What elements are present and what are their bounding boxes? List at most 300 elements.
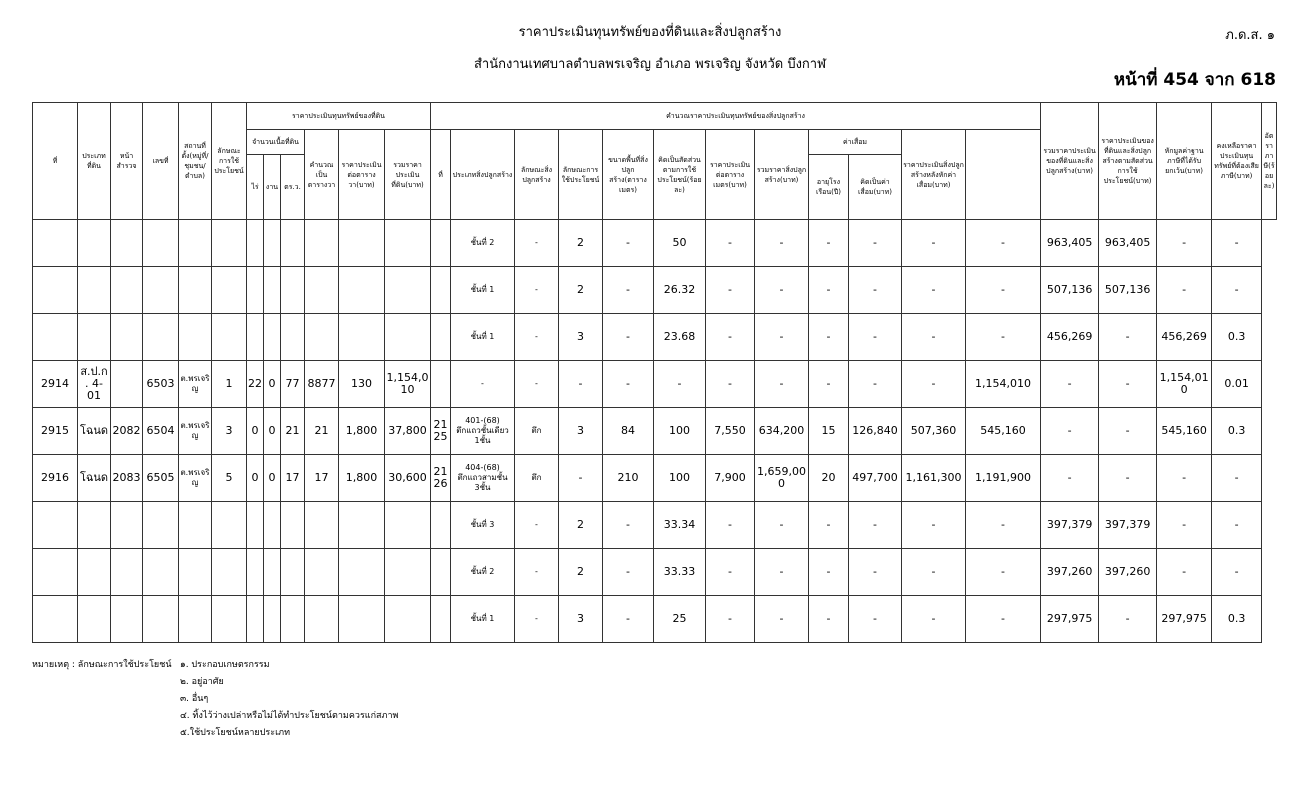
cell-bpsqm: - (706, 502, 755, 549)
cell-bno (431, 314, 451, 361)
cell-dage: - (809, 361, 849, 408)
cell-wa (281, 549, 305, 596)
cell-bratio: 33.34 (654, 502, 706, 549)
cell-damt: 497,700 (849, 455, 902, 502)
cell-rai (247, 596, 264, 643)
cell-total-land: 1,154,010 (385, 361, 431, 408)
cell-rate: - (1212, 549, 1262, 596)
cell-rate: 0.3 (1212, 314, 1262, 361)
cell-dage: - (809, 596, 849, 643)
cell-wa: 21 (281, 408, 305, 455)
cell-bno: 2126 (431, 455, 451, 502)
cell-sqwa: 8877 (305, 361, 339, 408)
cell-loc: ต.พรเจริญ (179, 408, 212, 455)
col-total-land: รวมราคาประเมินที่ดิน(บาท) (385, 130, 431, 220)
cell-btotal: - (755, 267, 809, 314)
cell-btype: ชั้นที่ 1 (451, 314, 515, 361)
col-b-ratio: คิดเป็นสัดส่วนตามการใช้ประโยชน์(ร้อยละ) (654, 130, 706, 220)
cell-sum: - (966, 220, 1041, 267)
table-row (33, 596, 1277, 643)
cell-use: 1 (212, 361, 247, 408)
cell-loc (179, 267, 212, 314)
cell-land-type (78, 314, 111, 361)
cell-page (111, 220, 143, 267)
cell-bratio: - (654, 361, 706, 408)
cell-num (143, 220, 179, 267)
cell-barea: - (603, 596, 654, 643)
cell-damt: - (849, 361, 902, 408)
cell-barea: - (603, 314, 654, 361)
cell-ratio: 456,269 (1041, 314, 1099, 361)
cell-exempt: 397,260 (1099, 549, 1157, 596)
document-title: ราคาประเมินทุนทรัพย์ของที่ดินและสิ่งปลูกสร้าง (518, 25, 782, 40)
cell-taxable: - (1157, 267, 1212, 314)
cell-ppw (339, 314, 385, 361)
cell-ngan: 0 (264, 408, 281, 455)
cell-bafter: - (902, 361, 966, 408)
cell-land-type (78, 220, 111, 267)
cell-total-land (385, 267, 431, 314)
cell-exempt: - (1099, 596, 1157, 643)
note-item: ๔. ทิ้งไว้ว่างเปล่าหรือไม่ได้ทำประโยชน์ตามควรแก่สภาพ (180, 711, 399, 721)
cell-no (33, 549, 78, 596)
cell-rate: 0.3 (1212, 408, 1262, 455)
cell-rate: - (1212, 502, 1262, 549)
cell-bkind: ตึก (515, 455, 559, 502)
col-b-no: ที่ (431, 130, 451, 220)
cell-barea: - (603, 267, 654, 314)
cell-land-type: ส.ป.ก. 4-01 (78, 361, 111, 408)
cell-rai (247, 220, 264, 267)
cell-use (212, 220, 247, 267)
cell-bratio: 50 (654, 220, 706, 267)
cell-rate: 0.3 (1212, 596, 1262, 643)
cell-page (111, 549, 143, 596)
cell-no (33, 596, 78, 643)
cell-exempt: - (1099, 408, 1157, 455)
cell-bno (431, 502, 451, 549)
table-row (33, 220, 1277, 267)
cell-taxable: 456,269 (1157, 314, 1212, 361)
cell-exempt: 507,136 (1099, 267, 1157, 314)
cell-buse: 3 (559, 408, 603, 455)
document-subtitle: สำนักงานเทศบาลตำบลพรเจริญ อำเภอ พรเจริญ จังหวัด บึงกาฬ (473, 57, 826, 72)
cell-wa (281, 267, 305, 314)
cell-bratio: 23.68 (654, 314, 706, 361)
cell-loc: ต.พรเจริญ (179, 455, 212, 502)
cell-no (33, 502, 78, 549)
cell-rate: - (1212, 455, 1262, 502)
page-number: หน้าที่ 454 จาก 618 (1113, 70, 1276, 90)
cell-page (111, 314, 143, 361)
cell-taxable: 1,154,010 (1157, 361, 1212, 408)
cell-dage: - (809, 220, 849, 267)
cell-bafter: 507,360 (902, 408, 966, 455)
col-usage: ลักษณะการใช้ประโยชน์ (212, 103, 247, 220)
cell-num: 6503 (143, 361, 179, 408)
group-building: คำนวณราคาประเมินทุนทรัพย์ของสิ่งปลูกสร้าง (431, 103, 1041, 130)
col-wa: ตร.ว. (281, 155, 305, 220)
cell-loc (179, 502, 212, 549)
cell-loc (179, 596, 212, 643)
cell-no (33, 267, 78, 314)
cell-sqwa (305, 220, 339, 267)
cell-dage: - (809, 502, 849, 549)
cell-btotal: 1,659,000 (755, 455, 809, 502)
cell-rai: 0 (247, 455, 264, 502)
cell-wa: 77 (281, 361, 305, 408)
cell-taxable: 545,160 (1157, 408, 1212, 455)
cell-btype: ชั้นที่ 2 (451, 220, 515, 267)
cell-rate: - (1212, 220, 1262, 267)
cell-sqwa: 21 (305, 408, 339, 455)
cell-bafter: - (902, 596, 966, 643)
col-survey-page: หน้าสำรวจ (111, 103, 143, 220)
col-dep-amount: คิดเป็นค่าเสื่อม(บาท) (849, 155, 902, 220)
cell-rate: 0.01 (1212, 361, 1262, 408)
cell-page (111, 596, 143, 643)
cell-rai: 22 (247, 361, 264, 408)
cell-sqwa (305, 267, 339, 314)
cell-use (212, 596, 247, 643)
cell-dage: - (809, 267, 849, 314)
cell-buse: - (559, 361, 603, 408)
group-land: ราคาประเมินทุนทรัพย์ของที่ดิน (247, 103, 431, 130)
cell-ngan (264, 596, 281, 643)
cell-bno (431, 549, 451, 596)
cell-btype: 404-(68) ตึกแถวสามชั้น 3ชั้น (451, 455, 515, 502)
cell-damt: - (849, 314, 902, 361)
cell-buse: 2 (559, 220, 603, 267)
cell-bafter: - (902, 502, 966, 549)
cell-damt: - (849, 549, 902, 596)
col-b-type: ประเภทสิ่งปลูกสร้าง (451, 130, 515, 220)
cell-bno (431, 220, 451, 267)
cell-no (33, 314, 78, 361)
cell-loc (179, 220, 212, 267)
cell-exempt: - (1099, 455, 1157, 502)
note-item: ๕.ใช้ประโยชน์หลายประเภท (180, 728, 291, 738)
cell-btotal: - (755, 220, 809, 267)
cell-ppw (339, 220, 385, 267)
cell-barea: - (603, 549, 654, 596)
cell-bafter: - (902, 220, 966, 267)
cell-buse: 3 (559, 596, 603, 643)
cell-bratio: 26.32 (654, 267, 706, 314)
cell-bkind: - (515, 596, 559, 643)
footnote (32, 657, 398, 742)
cell-bratio: 100 (654, 408, 706, 455)
cell-land-type: โฉนด (78, 408, 111, 455)
cell-page: 2083 (111, 455, 143, 502)
cell-btotal: - (755, 314, 809, 361)
cell-total-land (385, 596, 431, 643)
cell-bkind: - (515, 220, 559, 267)
cell-bafter: 1,161,300 (902, 455, 966, 502)
cell-sum: - (966, 267, 1041, 314)
cell-ratio: - (1041, 361, 1099, 408)
table-row (33, 267, 1277, 314)
cell-land-type (78, 596, 111, 643)
cell-exempt: - (1099, 361, 1157, 408)
cell-sqwa (305, 549, 339, 596)
cell-damt: - (849, 267, 902, 314)
table-row (33, 361, 1277, 408)
cell-sum: - (966, 502, 1041, 549)
cell-rai: 0 (247, 408, 264, 455)
cell-rai (247, 549, 264, 596)
cell-ratio: 397,260 (1041, 549, 1099, 596)
cell-total-land: 37,800 (385, 408, 431, 455)
cell-ngan (264, 314, 281, 361)
cell-use (212, 267, 247, 314)
cell-sqwa: 17 (305, 455, 339, 502)
cell-ngan (264, 220, 281, 267)
cell-num (143, 596, 179, 643)
col-ngan: งาน (264, 155, 281, 220)
col-b-area: ขนาดพื้นที่สิ่งปลูกสร้าง(ตารางเมตร) (603, 130, 654, 220)
cell-bkind: - (515, 267, 559, 314)
cell-dage: 15 (809, 408, 849, 455)
cell-bno (431, 267, 451, 314)
cell-ppw: 1,800 (339, 455, 385, 502)
cell-bpsqm: - (706, 596, 755, 643)
cell-land-type (78, 502, 111, 549)
group-depreciation: ค่าเสื่อม (809, 130, 902, 155)
cell-wa (281, 220, 305, 267)
cell-sqwa (305, 596, 339, 643)
form-code: ภ.ด.ส. ๑ (1225, 28, 1275, 43)
cell-bpsqm: 7,900 (706, 455, 755, 502)
cell-ngan (264, 549, 281, 596)
cell-wa (281, 596, 305, 643)
cell-taxable: - (1157, 455, 1212, 502)
cell-bpsqm: - (706, 361, 755, 408)
cell-damt: - (849, 220, 902, 267)
cell-rai (247, 267, 264, 314)
col-by-ratio: ราคาประเมินของที่ดินและสิ่งปลูกสร้างตามสัดส่วนการใช้ประโยชน์(บาท) (1099, 103, 1157, 220)
cell-dage: - (809, 549, 849, 596)
col-no: ที่ (33, 103, 78, 220)
cell-bno: 2125 (431, 408, 451, 455)
cell-bno (431, 361, 451, 408)
cell-no: 2914 (33, 361, 78, 408)
cell-sum: 545,160 (966, 408, 1041, 455)
col-b-after-dep: ราคาประเมินสิ่งปลูกสร้างหลังหักค่าเสื่อม(บาท) (902, 130, 966, 220)
cell-bkind: - (515, 314, 559, 361)
cell-total-land (385, 502, 431, 549)
cell-bafter: - (902, 267, 966, 314)
cell-damt: - (849, 502, 902, 549)
cell-ratio: 297,975 (1041, 596, 1099, 643)
cell-use: 3 (212, 408, 247, 455)
cell-bkind: - (515, 549, 559, 596)
cell-taxable: - (1157, 549, 1212, 596)
cell-sum: 1,191,900 (966, 455, 1041, 502)
col-calc-sqwa: คำนวณเป็นตารางวา (305, 130, 339, 220)
cell-page: 2082 (111, 408, 143, 455)
cell-total-land (385, 549, 431, 596)
cell-num: 6505 (143, 455, 179, 502)
cell-buse: 2 (559, 549, 603, 596)
cell-ngan: 0 (264, 361, 281, 408)
note-item: ๓. อื่นๆ (180, 694, 209, 704)
cell-bpsqm: - (706, 314, 755, 361)
cell-taxable: - (1157, 220, 1212, 267)
cell-barea: 210 (603, 455, 654, 502)
cell-ngan (264, 267, 281, 314)
cell-btotal: - (755, 502, 809, 549)
cell-ppw (339, 267, 385, 314)
cell-btype: ชั้นที่ 2 (451, 549, 515, 596)
cell-bratio: 33.33 (654, 549, 706, 596)
cell-no: 2915 (33, 408, 78, 455)
cell-taxable: 297,975 (1157, 596, 1212, 643)
cell-buse: - (559, 455, 603, 502)
cell-buse: 2 (559, 502, 603, 549)
cell-ppw: 130 (339, 361, 385, 408)
cell-bpsqm: - (706, 220, 755, 267)
col-number: เลขที่ (143, 103, 179, 220)
cell-damt: - (849, 596, 902, 643)
note-item: ๑. ประกอบเกษตรกรรม (180, 660, 270, 670)
cell-loc (179, 314, 212, 361)
col-rate: อัตราภาษี(ร้อยละ) (1262, 103, 1277, 220)
table-row (33, 455, 1277, 502)
cell-use (212, 502, 247, 549)
cell-ppw (339, 502, 385, 549)
table-row (33, 314, 1277, 361)
cell-num (143, 267, 179, 314)
cell-no (33, 220, 78, 267)
cell-wa (281, 502, 305, 549)
table-row (33, 549, 1277, 596)
cell-bratio: 25 (654, 596, 706, 643)
col-price-per-sqwa: ราคาประเมินต่อตารางวา(บาท) (339, 130, 385, 220)
cell-btype: ชั้นที่ 1 (451, 596, 515, 643)
col-taxable: คงเหลือราคาประเมินทุนทรัพย์ที่ต้องเสียภาษี(บาท) (1212, 103, 1262, 220)
cell-land-type: โฉนด (78, 455, 111, 502)
notes-label: หมายเหตุ : ลักษณะการใช้ประโยชน์ (32, 660, 172, 670)
cell-btotal: - (755, 596, 809, 643)
cell-wa: 17 (281, 455, 305, 502)
cell-bpsqm: - (706, 267, 755, 314)
cell-page (111, 267, 143, 314)
cell-ratio: 397,379 (1041, 502, 1099, 549)
cell-btype: - (451, 361, 515, 408)
cell-barea: - (603, 361, 654, 408)
cell-sum: - (966, 314, 1041, 361)
cell-btotal: - (755, 549, 809, 596)
col-rai: ไร่ (247, 155, 264, 220)
cell-page (111, 361, 143, 408)
cell-sqwa (305, 502, 339, 549)
cell-loc: ต.พรเจริญ (179, 361, 212, 408)
cell-total-land (385, 314, 431, 361)
cell-bratio: 100 (654, 455, 706, 502)
col-exempt: หักมูลค่าฐานภาษีที่ได้รับยกเว้น(บาท) (1157, 103, 1212, 220)
cell-bpsqm: - (706, 549, 755, 596)
table-row (33, 408, 1277, 455)
cell-exempt: - (1099, 314, 1157, 361)
col-land-type: ประเภทที่ดิน (78, 103, 111, 220)
cell-bafter: - (902, 314, 966, 361)
cell-rate: - (1212, 267, 1262, 314)
cell-btype: 401-(68) ตึกแถวชั้นเดียว 1ชั้น (451, 408, 515, 455)
cell-damt: 126,840 (849, 408, 902, 455)
col-dep-age: อายุโรงเรือน(ปี) (809, 155, 849, 220)
cell-barea: - (603, 220, 654, 267)
cell-buse: 3 (559, 314, 603, 361)
cell-btype: ชั้นที่ 3 (451, 502, 515, 549)
cell-ratio: - (1041, 408, 1099, 455)
cell-ngan (264, 502, 281, 549)
cell-sum: - (966, 596, 1041, 643)
cell-rai (247, 502, 264, 549)
cell-sum: 1,154,010 (966, 361, 1041, 408)
cell-land-type (78, 267, 111, 314)
cell-sqwa (305, 314, 339, 361)
cell-btotal: - (755, 361, 809, 408)
cell-num (143, 549, 179, 596)
cell-bkind: ตึก (515, 408, 559, 455)
cell-dage: 20 (809, 455, 849, 502)
cell-bafter: - (902, 549, 966, 596)
col-b-usage: ลักษณะการใช้ประโยชน์ (559, 130, 603, 220)
cell-bpsqm: 7,550 (706, 408, 755, 455)
cell-sum: - (966, 549, 1041, 596)
cell-num (143, 314, 179, 361)
cell-total-land (385, 220, 431, 267)
cell-exempt: 963,405 (1099, 220, 1157, 267)
cell-ratio: 963,405 (1041, 220, 1099, 267)
col-b-total: รวมราคาสิ่งปลูกสร้าง(บาท) (755, 130, 809, 220)
cell-num (143, 502, 179, 549)
cell-buse: 2 (559, 267, 603, 314)
cell-btotal: 634,200 (755, 408, 809, 455)
cell-exempt: 397,379 (1099, 502, 1157, 549)
cell-num: 6504 (143, 408, 179, 455)
cell-no: 2916 (33, 455, 78, 502)
assessment-table (32, 102, 1277, 643)
cell-taxable: - (1157, 502, 1212, 549)
col-sum-all: รวมราคาประเมินของที่ดินและสิ่งปลูกสร้าง(บาท) (1041, 103, 1099, 220)
col-b-price-sqm: ราคาประเมินต่อตารางเมตร(บาท) (706, 130, 755, 220)
cell-wa (281, 314, 305, 361)
cell-ppw (339, 549, 385, 596)
cell-total-land: 30,600 (385, 455, 431, 502)
cell-use (212, 549, 247, 596)
cell-ngan: 0 (264, 455, 281, 502)
cell-barea: - (603, 502, 654, 549)
cell-dage: - (809, 314, 849, 361)
cell-use (212, 314, 247, 361)
cell-bno (431, 596, 451, 643)
cell-btype: ชั้นที่ 1 (451, 267, 515, 314)
table-row (33, 502, 1277, 549)
cell-bkind: - (515, 502, 559, 549)
cell-ratio: - (1041, 455, 1099, 502)
col-b-kind: ลักษณะสิ่งปลูกสร้าง (515, 130, 559, 220)
col-location: สถานที่ตั้ง(หมู่ที่/ชุมชน/ตำบล) (179, 103, 212, 220)
group-area: จำนวนเนื้อที่ดิน (247, 130, 305, 155)
cell-ratio: 507,136 (1041, 267, 1099, 314)
cell-ppw (339, 596, 385, 643)
cell-rai (247, 314, 264, 361)
cell-use: 5 (212, 455, 247, 502)
cell-ppw: 1,800 (339, 408, 385, 455)
cell-loc (179, 549, 212, 596)
